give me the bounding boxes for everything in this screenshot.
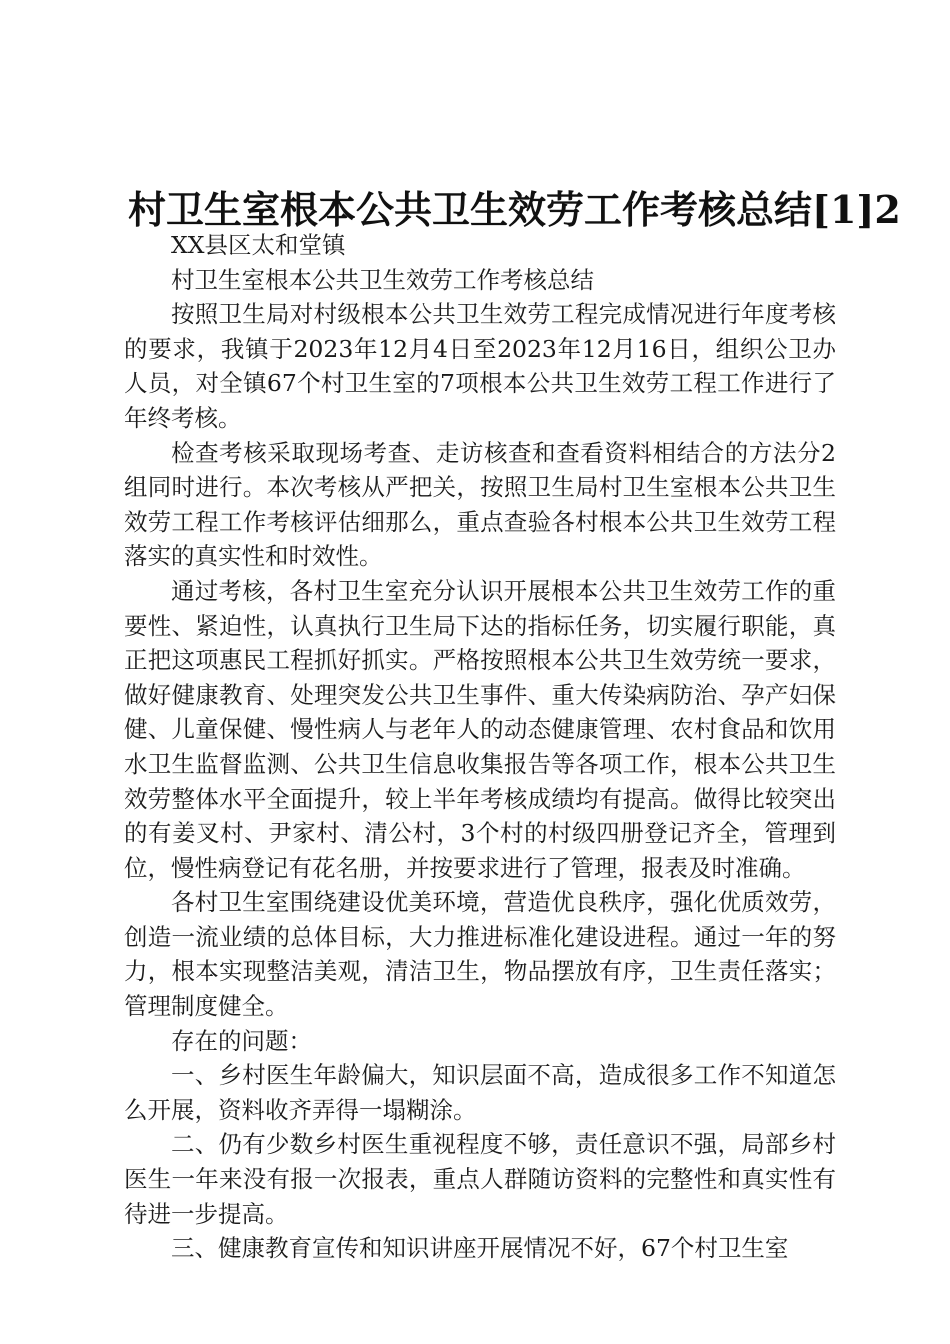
paragraph-problems-heading: 存在的问题：: [171, 1026, 312, 1055]
paragraph: 各村卫生室围绕建设优美环境，营造优良秩序，强化优质效劳，创造一流业绩的总体目标，大力推进标准化建设进程。通过一年的努力，根本实现整洁美观，清洁卫生，物品摆放有序，卫生责任落实；管理制度健全。: [124, 888, 836, 1021]
paragraph: 二、仍有少数乡村医生重视程度不够，责任意识不强，局部乡村医生一年来没有报一次报表，重点人群随访资料的完整性和真实性有待进一步提高。: [124, 1130, 836, 1228]
paragraph-subtitle: 村卫生室根本公共卫生效劳工作考核总结: [171, 265, 594, 294]
paragraph: 通过考核，各村卫生室充分认识开展根本公共卫生效劳工作的重要性、紧迫性，认真执行卫生局下达的指标任务，切实履行职能，真正把这项惠民工程抓好抓实。严格按照根本公共卫生效劳统一要求，做好健康教育、处理突发公共卫生事件、重大传染病防治、孕产妇保健、儿童保健、慢性病人与老年人的动态健康管理、农村食品和饮用水卫生监督监测、公共卫生信息收集报告等各项工作，根本公共卫生效劳整体水平全面提升，较上半年考核成绩均有提高。做得比较突出的有姜叉村、尹家村、清公村，3个村的村级四册登记齐全，管理到位，慢性病登记有花名册，并按要求进行了管理，报表及时准确。: [124, 576, 836, 882]
paragraph-location: XX县区太和堂镇: [171, 231, 346, 259]
paragraph: 三、健康教育宣传和知识讲座开展情况不好，67个村卫生室: [171, 1234, 789, 1263]
paragraph: 按照卫生局对村级根本公共卫生效劳工程完成情况进行年度考核的要求，我镇于2023年12月4日至2023年12月16日，组织公卫办人员，对全镇67个村卫生室的7项根本公共卫生效劳工程工作进行了年终考核。: [124, 300, 836, 432]
document-title: 村卫生室根本公共卫生效劳工作考核总结[1]2: [128, 187, 901, 232]
paragraph: 一、乡村医生年龄偏大，知识层面不高，造成很多工作不知道怎么开展，资料收齐弄得一塌糊涂。: [124, 1061, 836, 1124]
document-body: [124, 228, 836, 1266]
paragraph: 检查考核采取现场考查、走访核查和查看资料相结合的方法分2组同时进行。本次考核从严把关，按照卫生局村卫生室根本公共卫生效劳工程工作考核评估细那么，重点查验各村根本公共卫生效劳工程落实的真实性和时效性。: [124, 438, 836, 571]
